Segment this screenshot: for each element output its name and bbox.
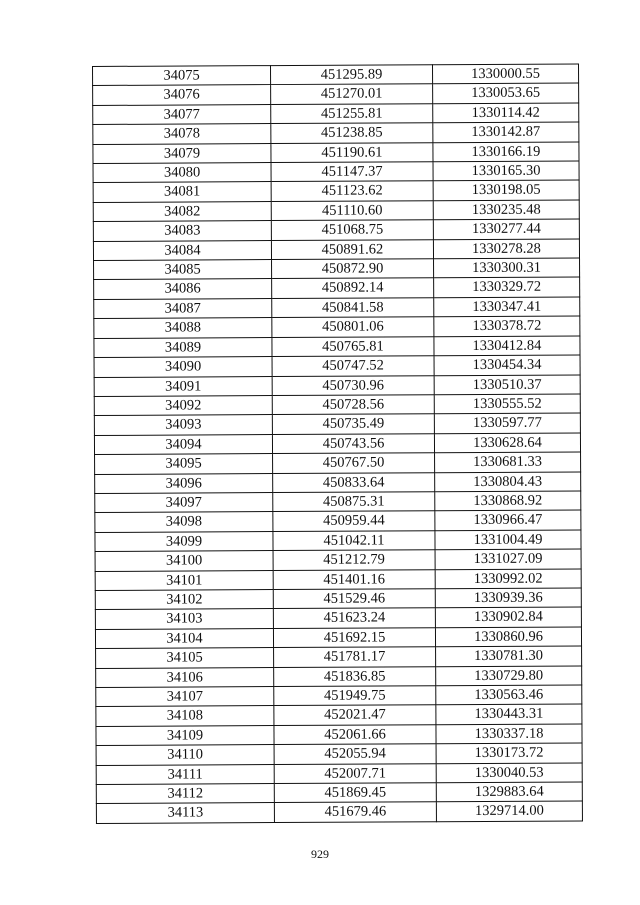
x-coordinate-cell: 451401.16 xyxy=(273,569,435,589)
table-row xyxy=(96,724,582,746)
point-id-cell: 34105 xyxy=(96,648,274,668)
x-coordinate-cell: 450730.96 xyxy=(272,375,434,395)
y-coordinate-cell: 1330681.33 xyxy=(435,452,581,472)
x-coordinate-cell: 450959.44 xyxy=(273,511,435,531)
y-coordinate-cell: 1330781.30 xyxy=(436,646,582,666)
table-row xyxy=(94,374,580,396)
x-coordinate-cell: 451529.46 xyxy=(273,589,435,609)
y-coordinate-cell: 1330563.46 xyxy=(436,685,582,705)
x-coordinate-cell: 451190.61 xyxy=(271,142,433,162)
x-coordinate-cell: 450833.64 xyxy=(273,472,435,492)
y-coordinate-cell: 1330166.19 xyxy=(433,142,579,162)
y-coordinate-cell: 1330173.72 xyxy=(436,743,582,763)
point-id-cell: 34083 xyxy=(93,221,271,241)
y-coordinate-cell: 1330277.44 xyxy=(433,219,579,239)
table-row xyxy=(93,200,579,222)
y-coordinate-cell: 1330300.31 xyxy=(434,258,580,278)
point-id-cell: 34091 xyxy=(94,376,272,396)
table-row xyxy=(94,355,580,377)
x-coordinate-cell: 451110.60 xyxy=(271,201,433,221)
x-coordinate-cell: 452021.47 xyxy=(274,705,436,725)
y-coordinate-cell: 1330868.92 xyxy=(435,491,581,511)
point-id-cell: 34078 xyxy=(93,124,271,144)
table-row xyxy=(93,103,579,125)
table-row xyxy=(93,161,579,183)
y-coordinate-cell: 1330992.02 xyxy=(435,569,581,589)
point-id-cell: 34086 xyxy=(94,279,272,299)
table-row xyxy=(96,743,582,765)
point-id-cell: 34098 xyxy=(95,512,273,532)
table-row xyxy=(95,530,581,552)
y-coordinate-cell: 1330040.53 xyxy=(436,763,582,783)
table-row xyxy=(95,510,581,532)
point-id-cell: 34101 xyxy=(95,570,273,590)
table-row xyxy=(96,685,582,707)
y-coordinate-cell: 1330597.77 xyxy=(434,413,580,433)
table-row xyxy=(96,782,582,804)
point-id-cell: 34085 xyxy=(94,260,272,280)
table-row xyxy=(93,64,579,86)
x-coordinate-cell: 450747.52 xyxy=(272,356,434,376)
x-coordinate-cell: 451270.01 xyxy=(271,84,433,104)
page-number: 929 xyxy=(311,847,329,861)
y-coordinate-cell: 1330114.42 xyxy=(433,103,579,123)
point-id-cell: 34079 xyxy=(93,143,271,163)
x-coordinate-cell: 451042.11 xyxy=(273,530,435,550)
y-coordinate-cell: 1330804.43 xyxy=(435,471,581,491)
coordinate-table-wrapper xyxy=(92,63,582,844)
x-coordinate-cell: 450765.81 xyxy=(272,336,434,356)
coordinate-table xyxy=(92,63,583,823)
table-row xyxy=(94,336,580,358)
y-coordinate-cell: 1330555.52 xyxy=(434,394,580,414)
y-coordinate-cell: 1329714.00 xyxy=(436,801,582,821)
y-coordinate-cell: 1330347.41 xyxy=(434,297,580,317)
x-coordinate-cell: 451068.75 xyxy=(271,220,433,240)
table-row xyxy=(95,588,581,610)
point-id-cell: 34087 xyxy=(94,298,272,318)
y-coordinate-cell: 1330510.37 xyxy=(434,374,580,394)
table-row xyxy=(94,413,580,435)
table-row xyxy=(93,180,579,202)
point-id-cell: 34094 xyxy=(94,434,272,454)
point-id-cell: 34080 xyxy=(93,163,271,183)
x-coordinate-cell: 450735.49 xyxy=(272,414,434,434)
x-coordinate-cell: 452055.94 xyxy=(274,744,436,764)
table-row xyxy=(94,277,580,299)
y-coordinate-cell: 1330443.31 xyxy=(436,704,582,724)
x-coordinate-cell: 450841.58 xyxy=(272,298,434,318)
table-row xyxy=(95,471,581,493)
table-row xyxy=(94,297,580,319)
table-row xyxy=(94,394,580,416)
table-row xyxy=(94,316,580,338)
point-id-cell: 34097 xyxy=(95,492,273,512)
point-id-cell: 34099 xyxy=(95,531,273,551)
table-row xyxy=(96,666,582,688)
y-coordinate-cell: 1330412.84 xyxy=(434,336,580,356)
point-id-cell: 34088 xyxy=(94,318,272,338)
table-row xyxy=(95,491,581,513)
x-coordinate-cell: 450891.62 xyxy=(271,239,433,259)
point-id-cell: 34109 xyxy=(96,725,274,745)
point-id-cell: 34112 xyxy=(96,784,274,804)
table-body xyxy=(93,64,583,823)
y-coordinate-cell: 1331027.09 xyxy=(435,549,581,569)
point-id-cell: 34102 xyxy=(95,590,273,610)
x-coordinate-cell: 451212.79 xyxy=(273,550,435,570)
y-coordinate-cell: 1330454.34 xyxy=(434,355,580,375)
x-coordinate-cell: 450892.14 xyxy=(272,278,434,298)
table-row xyxy=(93,142,579,164)
x-coordinate-cell: 451836.85 xyxy=(274,666,436,686)
x-coordinate-cell: 452007.71 xyxy=(274,763,436,783)
y-coordinate-cell: 1330378.72 xyxy=(434,316,580,336)
point-id-cell: 34082 xyxy=(93,201,271,221)
y-coordinate-cell: 1330628.64 xyxy=(434,433,580,453)
x-coordinate-cell: 451255.81 xyxy=(271,104,433,124)
x-coordinate-cell: 452061.66 xyxy=(274,725,436,745)
x-coordinate-cell: 451869.45 xyxy=(274,783,436,803)
y-coordinate-cell: 1331004.49 xyxy=(435,530,581,550)
y-coordinate-cell: 1330165.30 xyxy=(433,161,579,181)
table-row xyxy=(94,433,580,455)
y-coordinate-cell: 1330337.18 xyxy=(436,724,582,744)
y-coordinate-cell: 1330198.05 xyxy=(433,180,579,200)
point-id-cell: 34113 xyxy=(96,803,274,823)
table-row xyxy=(95,569,581,591)
table-row xyxy=(95,607,581,629)
table-row xyxy=(93,83,579,105)
y-coordinate-cell: 1330966.47 xyxy=(435,510,581,530)
point-id-cell: 34107 xyxy=(96,687,274,707)
point-id-cell: 34092 xyxy=(94,395,272,415)
point-id-cell: 34111 xyxy=(96,764,274,784)
y-coordinate-cell: 1330278.28 xyxy=(433,239,579,259)
x-coordinate-cell: 451949.75 xyxy=(274,686,436,706)
point-id-cell: 34100 xyxy=(95,551,273,571)
point-id-cell: 34084 xyxy=(93,240,271,260)
x-coordinate-cell: 451623.24 xyxy=(273,608,435,628)
point-id-cell: 34108 xyxy=(96,706,274,726)
x-coordinate-cell: 451295.89 xyxy=(271,65,433,85)
point-id-cell: 34075 xyxy=(93,66,271,86)
x-coordinate-cell: 450728.56 xyxy=(272,395,434,415)
y-coordinate-cell: 1330142.87 xyxy=(433,122,579,142)
point-id-cell: 34081 xyxy=(93,182,271,202)
point-id-cell: 34095 xyxy=(95,454,273,474)
x-coordinate-cell: 451147.37 xyxy=(271,162,433,182)
x-coordinate-cell: 450767.50 xyxy=(273,453,435,473)
point-id-cell: 34089 xyxy=(94,337,272,357)
y-coordinate-cell: 1330902.84 xyxy=(435,607,581,627)
table-row xyxy=(95,549,581,571)
table-row xyxy=(96,763,582,785)
point-id-cell: 34093 xyxy=(94,415,272,435)
y-coordinate-cell: 1330939.36 xyxy=(435,588,581,608)
x-coordinate-cell: 451781.17 xyxy=(274,647,436,667)
y-coordinate-cell: 1330729.80 xyxy=(436,666,582,686)
point-id-cell: 34106 xyxy=(96,667,274,687)
y-coordinate-cell: 1330860.96 xyxy=(435,627,581,647)
y-coordinate-cell: 1329883.64 xyxy=(436,782,582,802)
x-coordinate-cell: 451679.46 xyxy=(274,802,436,822)
x-coordinate-cell: 450743.56 xyxy=(272,433,434,453)
point-id-cell: 34104 xyxy=(95,628,273,648)
y-coordinate-cell: 1330235.48 xyxy=(433,200,579,220)
point-id-cell: 34076 xyxy=(93,85,271,105)
table-row xyxy=(93,239,579,261)
point-id-cell: 34110 xyxy=(96,745,274,765)
x-coordinate-cell: 451692.15 xyxy=(273,627,435,647)
x-coordinate-cell: 450801.06 xyxy=(272,317,434,337)
y-coordinate-cell: 1330000.55 xyxy=(432,64,578,84)
x-coordinate-cell: 450872.90 xyxy=(272,259,434,279)
y-coordinate-cell: 1330329.72 xyxy=(434,277,580,297)
y-coordinate-cell: 1330053.65 xyxy=(433,83,579,103)
table-row xyxy=(96,646,582,668)
table-row xyxy=(94,258,580,280)
table-row xyxy=(93,122,579,144)
x-coordinate-cell: 451123.62 xyxy=(271,181,433,201)
point-id-cell: 34096 xyxy=(95,473,273,493)
table-row xyxy=(96,801,582,823)
x-coordinate-cell: 451238.85 xyxy=(271,123,433,143)
point-id-cell: 34103 xyxy=(95,609,273,629)
x-coordinate-cell: 450875.31 xyxy=(273,492,435,512)
table-row xyxy=(93,219,579,241)
point-id-cell: 34090 xyxy=(94,357,272,377)
table-row xyxy=(95,452,581,474)
table-row xyxy=(96,704,582,726)
table-row xyxy=(95,627,581,649)
point-id-cell: 34077 xyxy=(93,104,271,124)
